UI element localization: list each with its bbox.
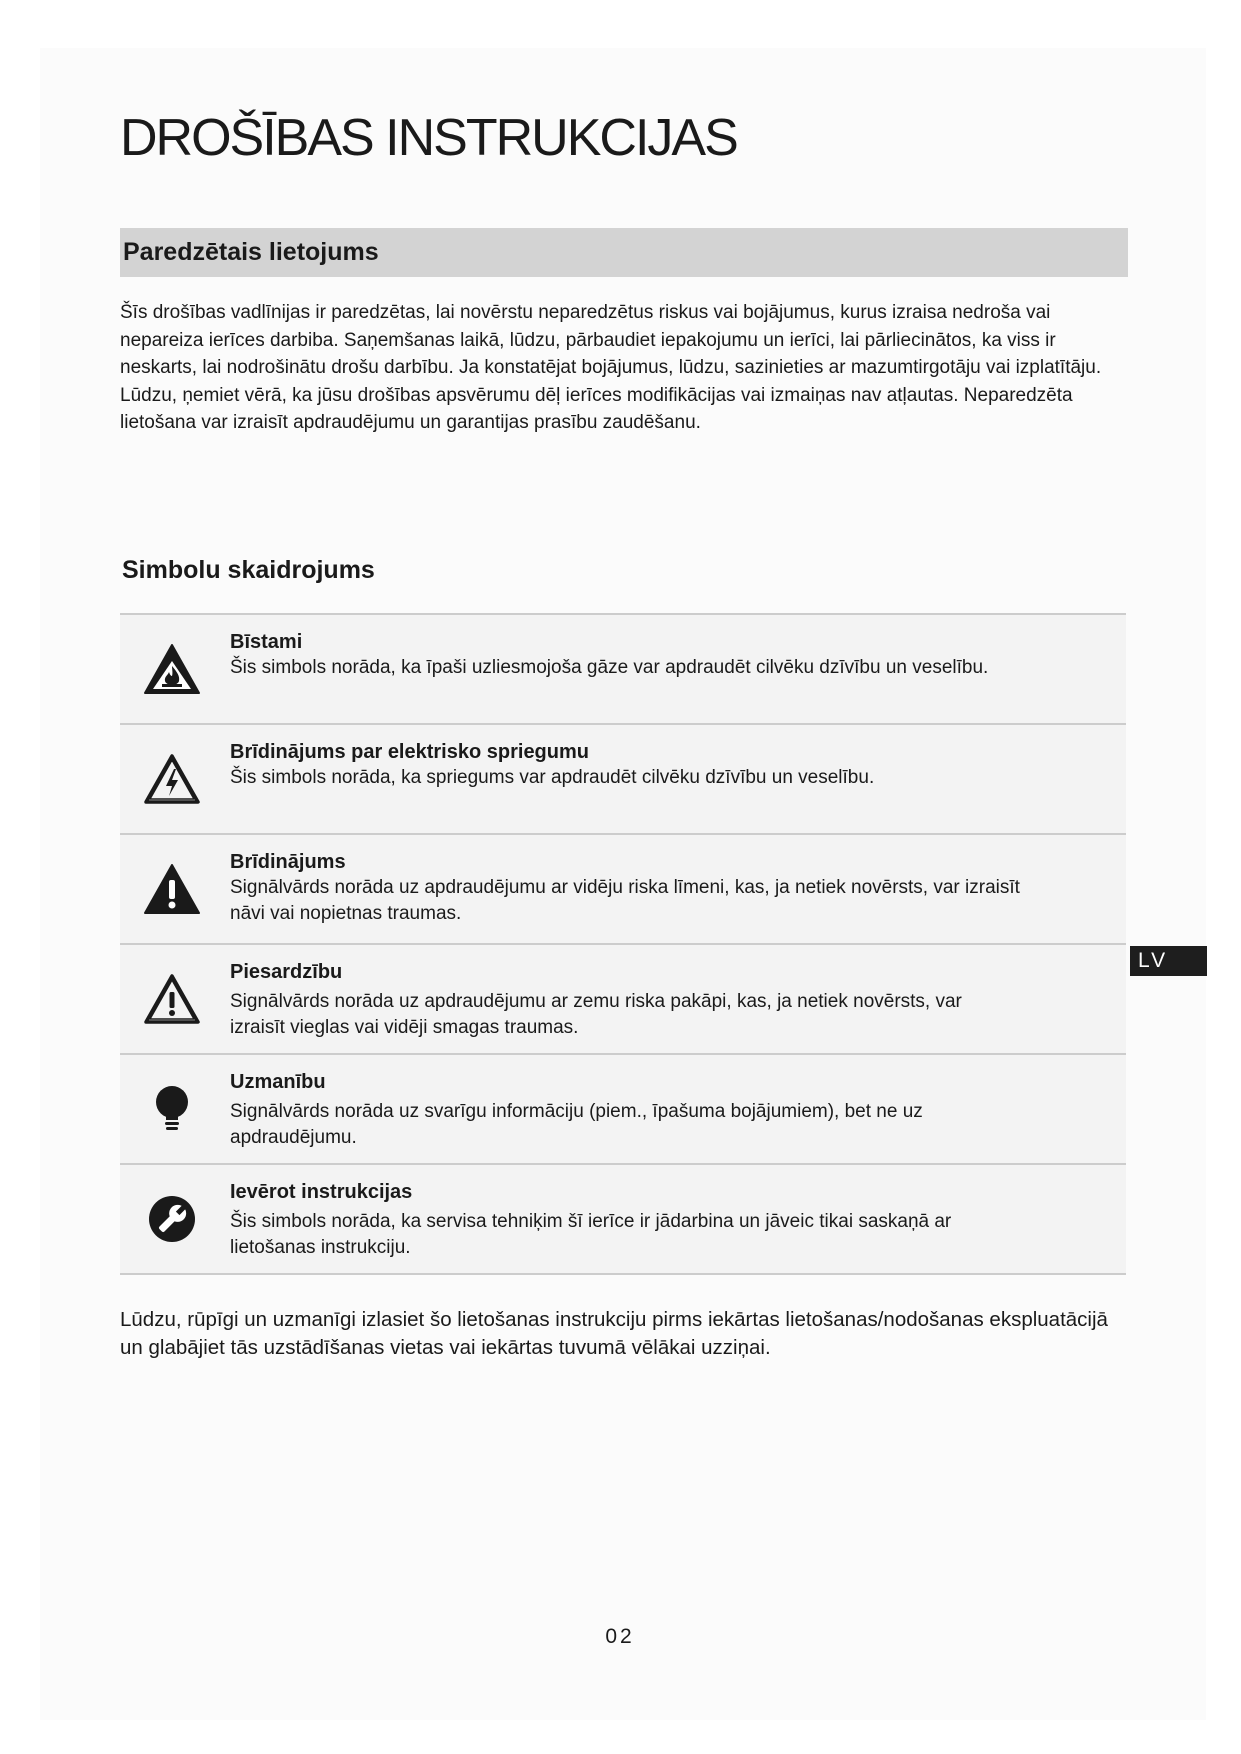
symbol-description: Šis simbols norāda, ka spriegums var apdraudēt cilvēku dzīvību un veselību.: [230, 767, 875, 788]
wrench-icon: [142, 1189, 202, 1249]
symbol-label: Ievērot instrukcijas: [230, 1181, 413, 1203]
symbol-row-warning: [120, 835, 1126, 945]
symbol-row-instructions: [120, 1165, 1126, 1275]
language-tab: LV: [1130, 946, 1207, 976]
symbol-description: Signālvārds norāda uz apdraudējumu ar zemu riska pakāpi, kas, ja netiek novērsts, var izraisīt vieglas vai vidēji smagas traumas.: [230, 991, 962, 1038]
symbol-label: Brīdinājums par elektrisko spriegumu: [230, 741, 589, 763]
symbol-description: Signālvārds norāda uz svarīgu informāciju (piem., īpašuma bojājumiem), bet ne uz apdraudējumu.: [230, 1101, 923, 1148]
symbol-label: Bīstami: [230, 631, 303, 653]
symbol-label: Brīdinājums: [230, 851, 346, 873]
warning-exclamation-icon: [142, 859, 202, 919]
symbol-label: Uzmanību: [230, 1071, 326, 1093]
symbol-row-attention: [120, 1055, 1126, 1165]
page-title: DROŠĪBAS INSTRUKCIJAS: [120, 109, 737, 167]
closing-paragraph: Lūdzu, rūpīgi un uzmanīgi izlasiet šo lietošanas instrukciju pirms iekārtas lietošanas/nodošanas ekspluatācijā un glabājiet tās uzstādīšanas vietas vai iekārtas tuvumā vēlākai uzziņai.: [120, 1308, 1108, 1359]
page-number: 02: [605, 1625, 635, 1648]
symbol-description: Signālvārds norāda uz apdraudējumu ar vidēju riska līmeni, kas, ja netiek novērsts, var izraisīt nāvi vai nopietnas traumas.: [230, 877, 1020, 924]
symbol-label: Piesardzību: [230, 961, 343, 983]
symbol-row-danger: [120, 615, 1126, 725]
intended-use-heading: Paredzētais lietojums: [123, 238, 379, 266]
lightbulb-icon: [142, 1079, 202, 1139]
symbols-heading: Simbolu skaidrojums: [122, 556, 375, 584]
flame-warning-icon: [142, 639, 202, 699]
symbol-description: Šis simbols norāda, ka servisa tehniķim šī ierīce ir jādarbina un jāveic tikai saskaņā ar lietošanas instrukciju.: [230, 1211, 952, 1258]
symbol-description: Šis simbols norāda, ka īpaši uzliesmojoša gāze var apdraudēt cilvēku dzīvību un veselību.: [230, 657, 989, 678]
symbols-table: [120, 613, 1126, 1275]
intended-use-section-header: [120, 228, 1128, 277]
caution-exclamation-icon: [142, 969, 202, 1029]
symbol-row-voltage: [120, 725, 1126, 835]
intended-use-paragraph: Šīs drošības vadlīnijas ir paredzētas, lai novērstu neparedzētus riskus vai bojājumus, kurus izraisa nedroša vai nepareiza ierīces darbiba. Saņemšanas laikā, lūdzu, pārbaudiet iepakojumu un ierīci, lai pārliecinātos, ka viss ir neskarts, lai nodrošinātu drošu darbību. Ja konstatējat bojājumus, lūdzu, sazinieties ar mazumtirgotāju vai izplatītāju. Lūdzu, ņemiet vērā, ka jūsu drošības apsvērumu dēļ ierīces modifikācijas vai izmaiņas nav atļautas. Neparedzēta lietošana var izraisīt apdraudējumu un garantijas prasību zaudēšanu.: [120, 302, 1102, 433]
high-voltage-icon: [142, 749, 202, 809]
symbol-row-caution: [120, 945, 1126, 1055]
